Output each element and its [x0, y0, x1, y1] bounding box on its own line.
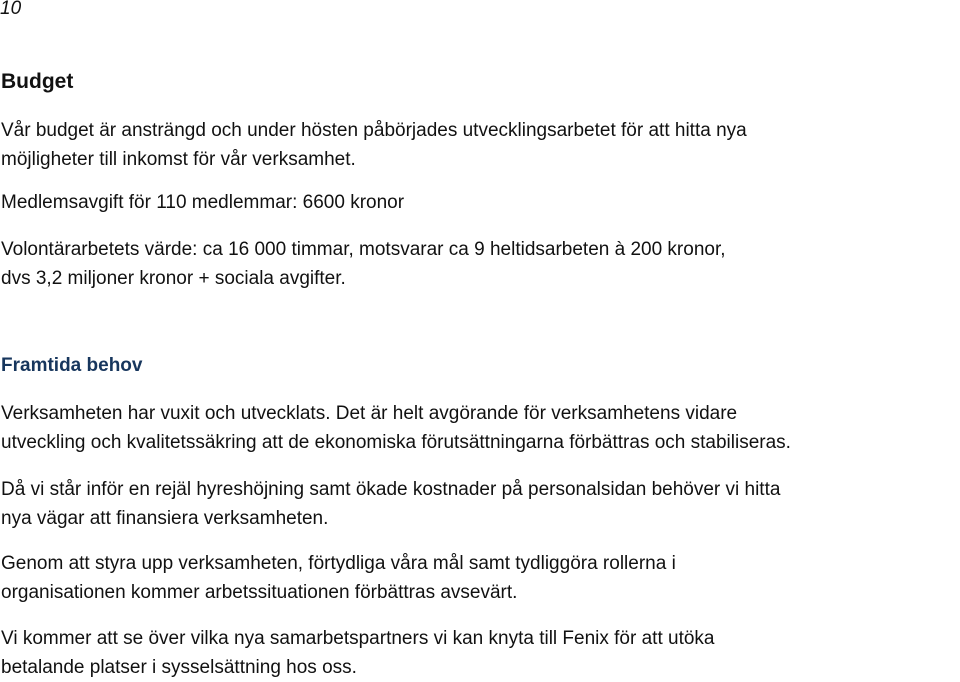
text-line: Vi kommer att se över vilka nya samarbetspartners vi kan knyta till Fenix för att utöka: [1, 628, 715, 649]
text-line: nya vägar att finansiera verksamheten.: [1, 508, 329, 529]
budget-paragraph-volunteer: [1, 235, 959, 293]
text-line: dvs 3,2 miljoner kronor + sociala avgifter.: [1, 268, 346, 289]
text-line: Då vi står inför en rejäl hyreshöjning samt ökade kostnader på personalsidan behöver vi hitta: [1, 479, 781, 500]
budget-paragraph-intro: [1, 116, 959, 174]
text-line: Verksamheten har vuxit och utvecklats. Det är helt avgörande för verksamhetens vidare: [1, 403, 738, 424]
budget-paragraph-membership: [1, 188, 959, 217]
future-needs-paragraph-partners: [1, 624, 959, 682]
text-line: utveckling och kvalitetssäkring att de ekonomiska förutsättningarna förbättras och stabiliseras.: [1, 432, 791, 453]
page-number: 10: [0, 0, 22, 19]
text-line: Genom att styra upp verksamheten, förtydliga våra mål samt tydliggöra rollerna i: [1, 553, 676, 574]
text-line: betalande platser i sysselsättning hos oss.: [1, 657, 357, 678]
future-needs-paragraph-growth: [1, 399, 959, 457]
text-line: Vår budget är ansträngd och under hösten påbörjades utvecklingsarbetet för att hitta nya: [1, 120, 747, 141]
text-line: Medlemsavgift för 110 medlemmar: 6600 kronor: [1, 192, 405, 213]
text-line: möjligheter till inkomst för vår verksamhet.: [1, 149, 356, 170]
future-needs-heading: Framtida behov: [1, 355, 143, 376]
budget-heading: Budget: [1, 70, 74, 93]
future-needs-paragraph-rent: [1, 475, 959, 533]
text-line: organisationen kommer arbetssituationen förbättras avsevärt.: [1, 582, 518, 603]
text-line: Volontärarbetets värde: ca 16 000 timmar, motsvarar ca 9 heltidsarbeten à 200 kronor,: [1, 239, 726, 260]
future-needs-paragraph-organisation: [1, 549, 959, 607]
